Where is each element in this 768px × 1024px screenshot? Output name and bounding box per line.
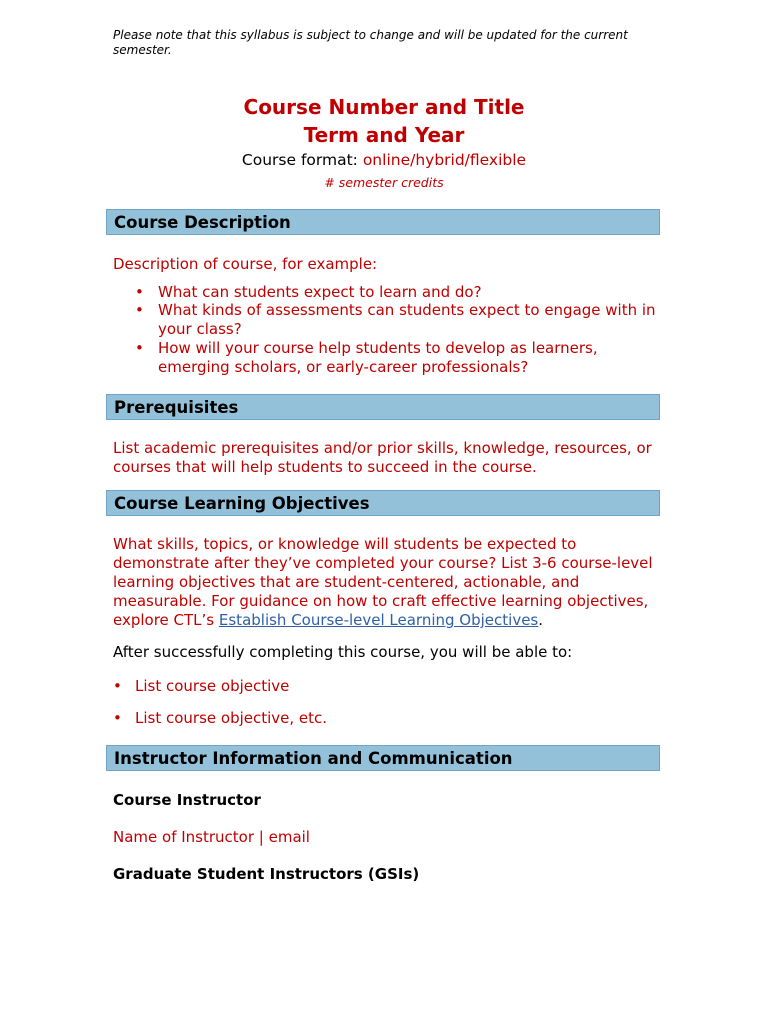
section-heading-objectives: [106, 490, 660, 516]
course-format-label: Course format:: [241, 151, 358, 169]
bullet-icon: •: [135, 283, 144, 301]
section-heading-instructor: [106, 745, 660, 771]
course-format-value: online/hybrid/flexible: [362, 151, 527, 169]
section-heading-label: Instructor Information and Communication: [114, 749, 513, 768]
bullet-icon: •: [113, 709, 122, 727]
section-heading-description: [106, 209, 660, 235]
section-heading-label: Prerequisites: [114, 398, 239, 417]
term-year: Term and Year: [303, 123, 465, 147]
section-heading-label: Course Learning Objectives: [114, 494, 370, 513]
gsi-label: Graduate Student Instructors (GSIs): [113, 865, 420, 883]
objectives-period: .: [538, 611, 544, 629]
objectives-text: [113, 535, 658, 630]
course-title: Course Number and Title: [243, 95, 525, 119]
list-item-text: What kinds of assessments can students expect to engage with in your class?: [158, 301, 656, 338]
description-intro: Description of course, for example:: [113, 255, 378, 273]
section-heading-prerequisites: [106, 394, 660, 420]
section-heading-label: Course Description: [114, 213, 291, 232]
bullet-icon: •: [135, 301, 144, 319]
bullet-icon: •: [135, 339, 144, 357]
list-item-text: List course objective: [135, 677, 290, 695]
course-format: [106, 149, 662, 171]
objectives-lead-in: After successfully completing this course, you will be able to:: [113, 643, 573, 661]
list-item-text: What can students expect to learn and do?: [158, 283, 482, 301]
syllabus-note: Please note that this syllabus is subject to change and will be updated for the current semester.: [113, 28, 628, 57]
list-item-text: List course objective, etc.: [135, 709, 328, 727]
objectives-body: What skills, topics, or knowledge will students be expected to demonstrate after they’ve completed your course? List 3-6 course-level learning objectives that are student-centered, actionable, and measurable. For guidance on how to craft effective learning objectives, explore CTL’s: [113, 535, 653, 629]
bullet-icon: •: [113, 677, 122, 695]
instructor-name: Name of Instructor | email: [113, 828, 310, 846]
list-item-text: How will your course help students to develop as learners, emerging scholars, or early-career professionals?: [158, 339, 598, 376]
semester-credits: # semester credits: [324, 175, 444, 190]
course-instructor-label: Course Instructor: [113, 791, 261, 809]
prerequisites-text: List academic prerequisites and/or prior skills, knowledge, resources, or courses that will help students to succeed in the course.: [113, 439, 652, 476]
learning-objectives-link[interactable]: Establish Course-level Learning Objectives: [218, 611, 539, 629]
